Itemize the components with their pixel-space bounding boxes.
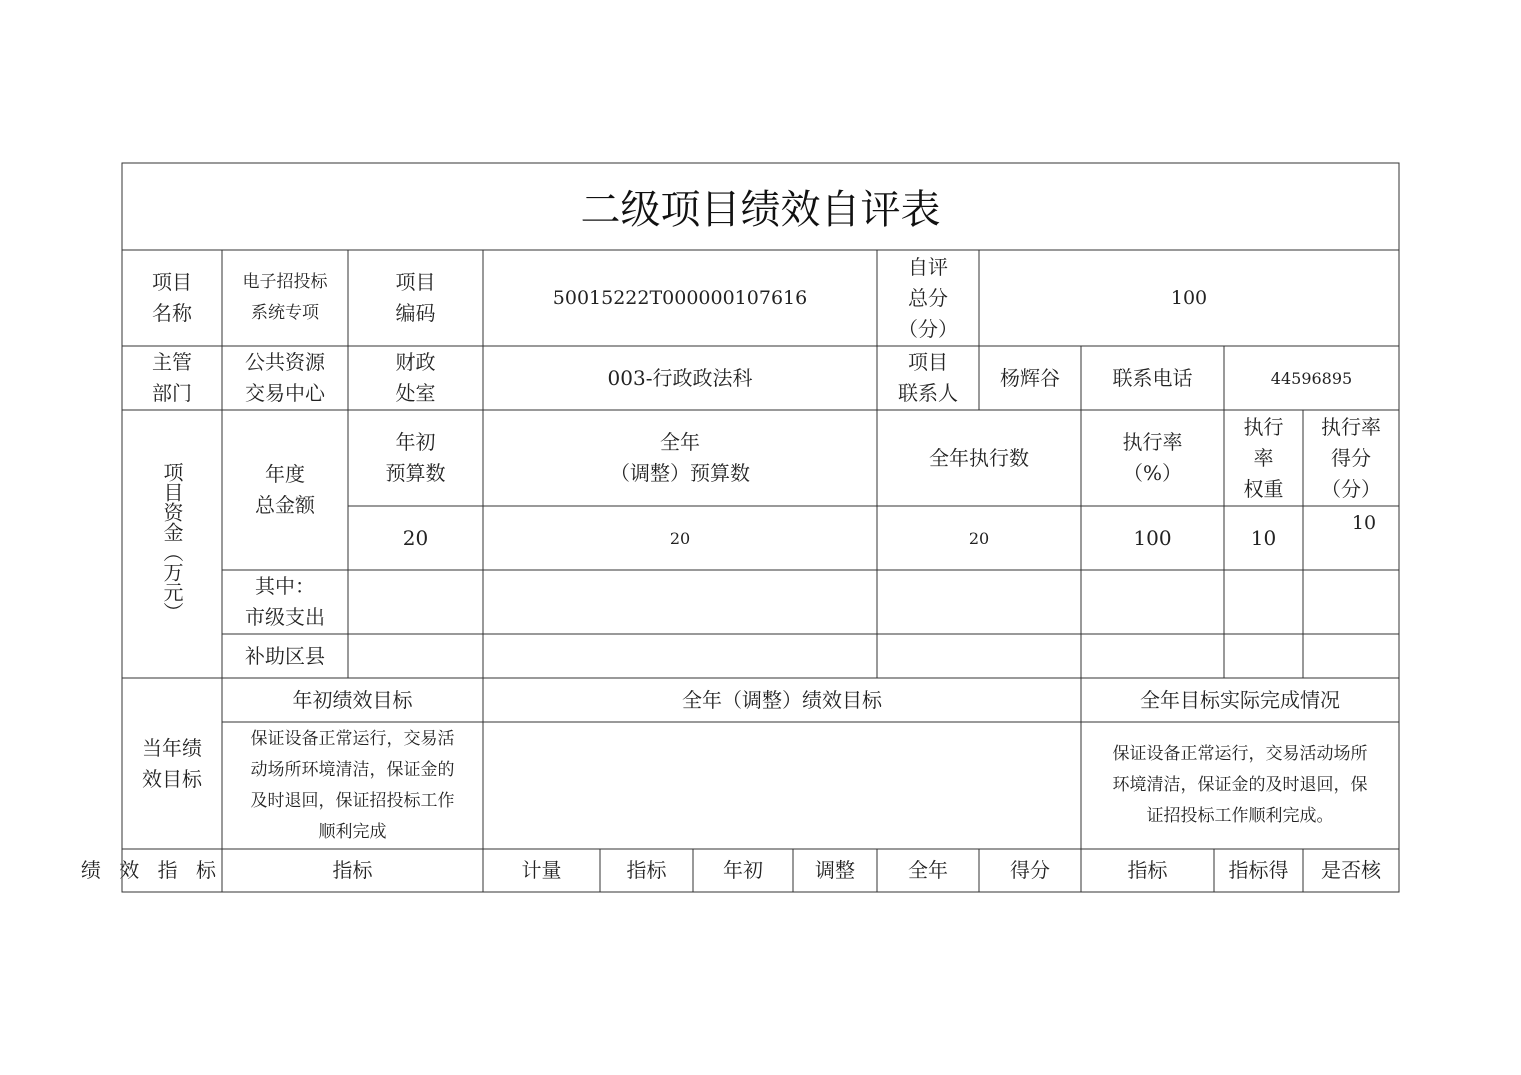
indicators-side-text: 绩 效 指 标 xyxy=(80,858,222,882)
score-header: 得分 xyxy=(1010,858,1050,882)
adjusted-budget-header: 全年 （调整）预算数 xyxy=(610,430,750,485)
execution-rate-header: 执行率 （%） xyxy=(1122,430,1183,485)
municipal-expense-label: 其中： 市级支出 xyxy=(245,574,325,629)
project-code-value: 50015222T000000107616 xyxy=(552,286,808,309)
check-header: 是否核 xyxy=(1321,858,1381,882)
actual-completion-header: 全年目标实际完成情况 xyxy=(1140,687,1340,712)
phone-label: 联系电话 xyxy=(1112,365,1193,390)
rate-weight-value: 10 xyxy=(1250,525,1277,550)
self-score-value: 100 xyxy=(1170,286,1208,309)
department-label: 主管 部门 xyxy=(152,350,192,405)
funds-side-label: 项目资金（万元） xyxy=(160,462,184,622)
indicator-score-header: 指标得 xyxy=(1228,858,1289,882)
rate-weight-header: 执行 率 权重 xyxy=(1243,414,1284,501)
unit-header: 计量 xyxy=(521,858,562,882)
finance-office-label: 财政 处室 xyxy=(395,350,436,405)
department-value: 公共资源 交易中心 xyxy=(245,350,325,405)
rate-score-value: 10 xyxy=(1351,511,1377,534)
adjusted-goal-header: 全年（调整）绩效目标 xyxy=(682,687,882,712)
phone-value: 44596895 xyxy=(1270,368,1353,388)
indicator2-header: 指标 xyxy=(1127,858,1168,882)
initial-goal-header: 年初绩效目标 xyxy=(292,687,413,712)
adjusted-budget-value: 20 xyxy=(669,528,691,548)
year-header: 全年 xyxy=(908,858,948,882)
contact-person-label: 项目 联系人 xyxy=(898,350,958,405)
execution-rate-value: 100 xyxy=(1133,525,1172,550)
contact-person-value: 杨辉谷 xyxy=(1000,365,1060,390)
index-header: 指标 xyxy=(626,858,667,882)
executed-amount-header: 全年执行数 xyxy=(929,445,1029,470)
executed-amount-value: 20 xyxy=(968,528,990,548)
finance-office-value: 003-行政政法科 xyxy=(607,365,753,390)
district-subsidy-label: 补助区县 xyxy=(245,643,325,668)
initial-header: 年初 xyxy=(723,858,763,882)
initial-budget-value: 20 xyxy=(402,525,429,550)
project-name-value: 电子招投标 系统专项 xyxy=(242,272,328,323)
project-name-label: 项目 名称 xyxy=(152,270,192,325)
annual-goals-label: 当年绩 效目标 xyxy=(142,735,202,791)
page-title: 二级项目绩效自评表 xyxy=(580,187,941,233)
initial-budget-header: 年初 预算数 xyxy=(385,430,446,485)
self-score-label: 自评 总分 （分） xyxy=(898,254,958,341)
actual-completion-text: 保证设备正常运行，交易活动场所 环境清洁，保证金的及时退回，保 证招投标工作顺利完成。 xyxy=(1112,744,1368,826)
indicators-side-label xyxy=(80,849,222,892)
initial-goal-text: 保证设备正常运行，交易活 动场所环境清洁，保证金的 及时退回，保证招投标工作 顺利完成 xyxy=(250,728,455,842)
rate-score-header: 执行率 得分 （分） xyxy=(1321,414,1381,501)
adjust-header: 调整 xyxy=(815,858,855,882)
project-code-label: 项目 编码 xyxy=(395,270,436,325)
annual-total-label: 年度 总金额 xyxy=(255,462,315,517)
indicator-header: 指标 xyxy=(332,858,373,882)
